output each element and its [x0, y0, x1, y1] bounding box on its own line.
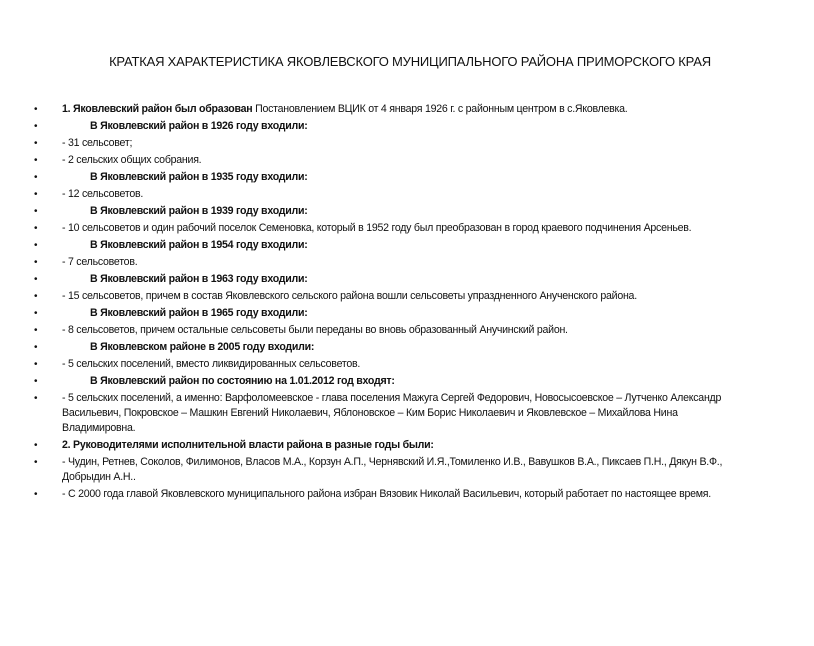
- list-item-heading: В Яковлевском районе в 2005 году входили:: [90, 341, 315, 353]
- list-item: [30, 221, 750, 236]
- list-item-content: [62, 290, 637, 302]
- list-item: [30, 153, 750, 168]
- bullet-icon: •: [34, 359, 38, 370]
- list-item-heading: В Яковлевский район в 1935 году входили:: [90, 171, 308, 183]
- list-item: [30, 438, 750, 453]
- list-item-text: - С 2000 года главой Яковлевского муниципального района избран Вязовик Николай Васильевич, который работает по настоящее время.: [62, 488, 711, 500]
- list-item: [30, 170, 750, 185]
- list-item-content: [62, 137, 132, 149]
- list-item-text: - Чудин, Ретнев, Соколов, Филимонов, Власов М.А., Корзун А.П., Чернявский И.Я.,Томиленко И.В., Вавушков В.А., Пиксаев П.Н., Дякун В.Ф., Добрыдин А.Н..: [62, 456, 723, 483]
- list-item: [30, 323, 750, 338]
- page-title: КРАТКАЯ ХАРАКТЕРИСТИКА ЯКОВЛЕВСКОГО МУНИЦИПАЛЬНОГО РАЙОНА ПРИМОРСКОГО КРАЯ: [109, 54, 711, 69]
- bullet-icon: •: [34, 104, 38, 115]
- list-item-text: - 31 сельсовет;: [62, 137, 133, 149]
- list-item: [30, 391, 750, 436]
- list-item-content: [62, 307, 308, 319]
- list-item: [30, 255, 750, 270]
- list-item-heading: В Яковлевский район в 1963 году входили:: [90, 273, 308, 285]
- bullet-icon: •: [34, 240, 38, 251]
- bullet-icon: •: [34, 440, 38, 451]
- list-item-content: [62, 222, 691, 234]
- bullet-icon: •: [34, 489, 38, 500]
- bullet-icon: •: [34, 121, 38, 132]
- list-item: [30, 204, 750, 219]
- list-item: [30, 187, 750, 202]
- list-item-heading: В Яковлевский район в 1965 году входили:: [90, 307, 308, 319]
- list-item: [30, 455, 750, 485]
- list-item-heading: В Яковлевский район в 1926 году входили:: [90, 120, 308, 132]
- list-item: [30, 102, 750, 117]
- list-item-content: [62, 239, 308, 251]
- list-item: [30, 340, 750, 355]
- list-item-content: [62, 439, 434, 451]
- list-item-text: - 2 сельских общих собрания.: [62, 154, 202, 166]
- list-item-text: Постановлением ВЦИК от 4 января 1926 г. с районным центром в с.Яковлевка.: [252, 103, 628, 115]
- bullet-icon: •: [34, 274, 38, 285]
- bullet-icon: •: [34, 457, 38, 468]
- list-item-content: [62, 324, 568, 336]
- bullet-icon: •: [34, 291, 38, 302]
- list-item: [30, 487, 750, 502]
- list-item-heading: 2. Руководителями исполнительной власти района в разные годы были:: [62, 439, 434, 451]
- list-item-content: [62, 358, 360, 370]
- list-item-content: [62, 456, 722, 483]
- list-item: [30, 136, 750, 151]
- list-item: [30, 357, 750, 372]
- list-item-heading: В Яковлевский район в 1954 году входили:: [90, 239, 308, 251]
- list-item-content: [62, 171, 308, 183]
- list-item-content: [62, 375, 395, 387]
- list-item-content: [62, 341, 314, 353]
- list-item-text: - 5 сельских поселений, а именно: Варфоломеевское - глава поселения Мажуга Сергей Федорович, Новосысоевское – Лутченко Александр Васильевич, Покровское – Машкин Евгений Николаевич, Яблоновское – Ким Борис Николаевич и Яковлевское – Михайлова Нина Владимировна.: [62, 392, 722, 434]
- list-item-text: - 15 сельсоветов, причем в состав Яковлевского сельского района вошли сельсоветы упраздненного Анученского района.: [62, 290, 637, 302]
- list-item-content: [62, 154, 201, 166]
- bullet-icon: •: [34, 393, 38, 404]
- bullet-icon: •: [34, 342, 38, 353]
- bullet-icon: •: [34, 206, 38, 217]
- list-item-heading: 1. Яковлевский район был образован: [62, 103, 253, 115]
- list-item: [30, 306, 750, 321]
- list-item: [30, 374, 750, 389]
- bullet-icon: •: [34, 325, 38, 336]
- bullet-icon: •: [34, 189, 38, 200]
- bullet-icon: •: [34, 172, 38, 183]
- list-item-text: - 12 сельсоветов.: [62, 188, 144, 200]
- list-item-content: [62, 488, 711, 500]
- list-item-heading: В Яковлевский район по состоянию на 1.01.2012 год входят:: [90, 375, 395, 387]
- list-item-content: [62, 188, 143, 200]
- bullet-icon: •: [34, 376, 38, 387]
- list-item-text: - 10 сельсоветов и один рабочий поселок Семеновка, который в 1952 году был преобразован в город краевого подчинения Арсеньев.: [62, 222, 692, 234]
- list-item-text: - 7 сельсоветов.: [62, 256, 138, 268]
- list-item: [30, 272, 750, 287]
- list-item-text: - 5 сельских поселений, вместо ликвидированных сельсоветов.: [62, 358, 361, 370]
- bullet-icon: •: [34, 308, 38, 319]
- bullet-list: [30, 102, 750, 504]
- bullet-icon: •: [34, 155, 38, 166]
- list-item: [30, 119, 750, 134]
- list-item: [30, 289, 750, 304]
- list-item-heading: В Яковлевский район в 1939 году входили:: [90, 205, 308, 217]
- list-item-content: [62, 120, 308, 132]
- list-item-content: [62, 103, 628, 115]
- list-item-content: [62, 392, 721, 434]
- list-item-content: [62, 205, 308, 217]
- list-item-text: - 8 сельсоветов, причем остальные сельсоветы были переданы во вновь образованный Анучинский район.: [62, 324, 568, 336]
- bullet-icon: •: [34, 257, 38, 268]
- list-item-content: [62, 273, 308, 285]
- list-item-content: [62, 256, 137, 268]
- bullet-icon: •: [34, 223, 38, 234]
- bullet-icon: •: [34, 138, 38, 149]
- list-item: [30, 238, 750, 253]
